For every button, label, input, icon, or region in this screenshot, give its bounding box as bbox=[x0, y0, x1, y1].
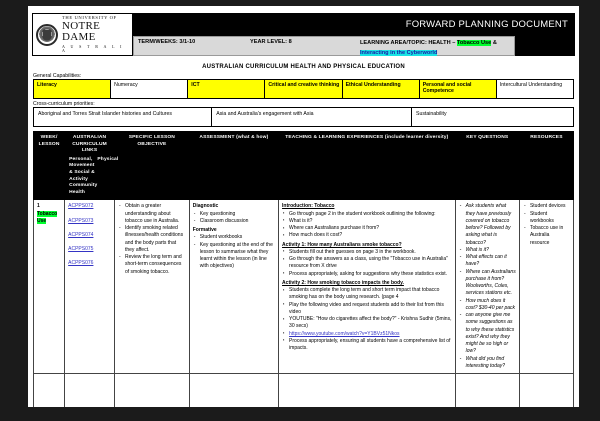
list-item bbox=[289, 331, 452, 338]
cell-links-empty bbox=[65, 374, 115, 407]
university-line2: NOTRE DAME bbox=[62, 20, 101, 44]
assessment-heading-diagnostic: Diagnostic bbox=[192, 203, 219, 210]
week-topic-highlight: Tobacco Use bbox=[37, 210, 58, 224]
list-item: ▪ Go through the answers as a class, using the "Tobacco use in Australia" resource from X drive bbox=[289, 256, 452, 271]
capability-ethical-understanding: Ethical Understanding bbox=[342, 80, 419, 99]
list-item: - What is it? bbox=[466, 247, 516, 254]
list-item: - How much does it cost? $30-40 per pack bbox=[466, 298, 516, 313]
cell-resources bbox=[519, 200, 573, 374]
priority-asia-engagement: Asia and Australia's engagement with Asia bbox=[212, 108, 412, 127]
list-item: - Student devices bbox=[530, 203, 570, 210]
cell-key-questions bbox=[455, 200, 519, 374]
table-row bbox=[34, 108, 574, 127]
cell-objective-empty bbox=[114, 374, 189, 407]
topic-ampersand: & bbox=[492, 40, 497, 46]
assessment-diagnostic-list bbox=[193, 211, 275, 226]
university-wordmark bbox=[62, 16, 132, 54]
list-item: ▪ YOUTUBE: "How do cigarettes affect the body?" - Krishna Sudhir (5mins, 30 secs) bbox=[289, 316, 452, 331]
list-item: - Tobacco use in Australia resource bbox=[530, 225, 570, 247]
year-level-field bbox=[250, 39, 360, 45]
column-header-key-questions: KEY QUESTIONS bbox=[455, 132, 519, 200]
year-level-value: 8 bbox=[288, 39, 292, 45]
priority-sustainability: Sustainability bbox=[411, 108, 573, 127]
teaching-activity1-list bbox=[282, 249, 452, 278]
column-header-week-lesson: WEEK/ LESSON bbox=[34, 132, 65, 200]
teaching-introduction-list bbox=[282, 211, 452, 240]
university-line3: A U S T R A L I A bbox=[62, 44, 124, 54]
topic-highlight-cyberworld: Interacting in the Cyberworld bbox=[360, 49, 438, 56]
key-questions-list bbox=[459, 203, 516, 370]
capability-numeracy: Numeracy bbox=[111, 80, 188, 99]
priority-aboriginal-torres-strait: Aboriginal and Torres Strait Islander histories and Cultures bbox=[34, 108, 212, 127]
meta-strip bbox=[133, 36, 515, 56]
year-level-label: YEAR LEVEL: bbox=[250, 39, 287, 45]
university-crest-icon bbox=[36, 24, 58, 46]
cell-resources-empty bbox=[519, 374, 573, 407]
week-number: 1 bbox=[37, 203, 40, 210]
learning-area-label: LEARNING AREA/TOPIC: HEALTH – bbox=[360, 40, 456, 46]
table-row bbox=[34, 80, 574, 99]
general-capabilities-table bbox=[33, 79, 574, 99]
university-line1: THE UNIVERSITY OF bbox=[62, 14, 117, 20]
assessment-formative-list bbox=[193, 234, 275, 270]
list-item: ▪ Process appropriately, ensuring all students have a comprehensive list of impacts. bbox=[289, 338, 452, 353]
capability-personal-social-competence: Personal and social Competence bbox=[419, 80, 496, 99]
topic-highlight-tobacco: Tobacco Use bbox=[456, 40, 492, 46]
list-item: - Review the long term and short-term consequences of smoking tobacco. bbox=[125, 254, 186, 276]
list-item: - Key questioning bbox=[200, 211, 275, 218]
forward-planning-title: FORWARD PLANNING DOCUMENT bbox=[405, 19, 568, 30]
curriculum-link-acpps073[interactable]: ACPPS073 bbox=[68, 217, 94, 224]
term-weeks-field bbox=[138, 39, 250, 45]
list-item: ▪ Students complete the long term and short term impact that tobacco smoking has on the body using research. (page 4 bbox=[289, 287, 452, 302]
curriculum-links-sub-left: Personal, Movement & Social & Activity Community Health bbox=[69, 156, 98, 195]
column-header-specific-lesson-objective: SPECIFIC LESSON OBJECTIVE bbox=[114, 132, 189, 200]
learning-area-field bbox=[360, 39, 510, 58]
column-header-curriculum-links bbox=[65, 132, 119, 200]
list-item: ▪ What is it? bbox=[289, 218, 452, 225]
cell-week-lesson bbox=[34, 200, 65, 374]
list-item: ▪ How much does it cost? bbox=[289, 232, 452, 239]
list-item: - What effects can it have? bbox=[466, 254, 516, 269]
capability-literacy: Literacy bbox=[34, 80, 111, 99]
youtube-video-link[interactable]: https://www.youtube.com/watch?v=Y1BVz51Nkos bbox=[289, 330, 400, 337]
objective-list bbox=[118, 203, 186, 276]
teaching-heading-introduction: Introduction: Tobacco bbox=[282, 203, 335, 210]
university-logo bbox=[33, 14, 133, 55]
curriculum-link-acpps076[interactable]: ACPPS076 bbox=[68, 260, 94, 267]
table-row-empty bbox=[34, 374, 574, 407]
cell-specific-lesson-objective bbox=[114, 200, 189, 374]
cell-assessment-empty bbox=[189, 374, 278, 407]
forward-planning-table bbox=[33, 131, 574, 407]
list-item: - What did you find interesting today? bbox=[466, 356, 516, 371]
general-capabilities-label: General Capabilities: bbox=[33, 73, 82, 79]
document-banner bbox=[32, 13, 575, 56]
curriculum-link-acpps072[interactable]: ACPPS072 bbox=[68, 203, 94, 210]
curriculum-links-sub-right: Physical bbox=[97, 156, 119, 162]
column-header-assessment: ASSESSMENT (what & how) bbox=[189, 132, 278, 200]
cell-curriculum-links bbox=[65, 200, 115, 374]
column-header-teaching-learning: TEACHING & LEARNING EXPERIENCES (include learner diversity) bbox=[279, 132, 456, 200]
cell-week-empty bbox=[34, 374, 65, 407]
term-weeks-value: 3/1-10 bbox=[179, 39, 196, 45]
capability-critical-creative-thinking: Critical and creative thinking bbox=[265, 80, 342, 99]
teaching-heading-activity2: Activity 2: How smoking tobacco impacts the body. bbox=[282, 279, 404, 286]
planning-table-section bbox=[33, 131, 574, 407]
curriculum-link-acpps074[interactable]: ACPPS074 bbox=[68, 231, 94, 238]
term-weeks-label: TERM/WEEKS: bbox=[138, 39, 178, 45]
table-row bbox=[34, 200, 574, 374]
list-item: - Ask students what they have previously covered on tobacco before? Followed by asking what is tobacco? bbox=[466, 203, 516, 247]
list-item: - can anyone give me some suggestions as to why these statistics exist? And why they might be so high or low? bbox=[466, 312, 516, 356]
list-item: ▪ Where can Australians purchase it from? bbox=[289, 225, 452, 232]
list-item: - Student workbooks bbox=[530, 211, 570, 226]
list-item: ▪ Students fill out their guesses on page 3 in the workbook. bbox=[289, 249, 452, 256]
page-title: AUSTRALIAN CURRICULUM HEALTH AND PHYSICAL EDUCATION bbox=[202, 64, 405, 70]
list-item: - Where can Australians purchase it from? Woolworths, Coles, services stations etc. bbox=[466, 269, 516, 298]
cell-teaching-empty bbox=[279, 374, 456, 407]
table-header-row bbox=[34, 132, 574, 200]
curriculum-link-acpps075[interactable]: ACPPS075 bbox=[68, 246, 94, 253]
list-item: - Classroom discussion bbox=[200, 218, 275, 225]
document-page bbox=[28, 6, 579, 407]
teaching-activity2-list bbox=[282, 287, 452, 352]
list-item: - Identify smoking related illnesses/health conditions and the body parts that they affect. bbox=[125, 225, 186, 254]
resources-list bbox=[523, 203, 570, 247]
banner-right bbox=[133, 14, 574, 55]
curriculum-links-title: AUSTRALIAN CURRICULUM LINKS bbox=[72, 135, 107, 154]
list-item: ▪ Play the following video and request students add to their list from this video bbox=[289, 302, 452, 317]
cell-teaching-learning-experiences bbox=[279, 200, 456, 374]
list-item: ▪ Go through page 2 in the student workbook outlining the following: bbox=[289, 211, 452, 218]
cell-questions-empty bbox=[455, 374, 519, 407]
cross-curriculum-table bbox=[33, 107, 574, 127]
capability-intercultural-understanding: Intercultural Understanding bbox=[496, 80, 573, 99]
capability-ict: ICT bbox=[188, 80, 265, 99]
teaching-heading-activity1: Activity 1: How many Australians smoke tobacco? bbox=[282, 241, 402, 248]
list-item: - Key questioning at the end of the lesson to summarise what they learnt within the lesson (in line with objectives) bbox=[200, 242, 275, 271]
cell-assessment bbox=[189, 200, 278, 374]
general-capabilities-section bbox=[33, 73, 574, 127]
list-item: - Student workbooks bbox=[200, 234, 275, 241]
list-item: - Obtain a greater understanding about tobacco use in Australia. bbox=[125, 203, 186, 225]
cross-curriculum-label: Cross-curriculum priorities: bbox=[33, 101, 95, 107]
list-item: ▪ Process appropriately, asking for suggestions why these statistics exist. bbox=[289, 271, 452, 278]
curriculum-links-subtitle bbox=[67, 156, 119, 197]
assessment-heading-formative: Formative bbox=[192, 227, 217, 234]
column-header-resources: RESOURCES bbox=[519, 132, 573, 200]
